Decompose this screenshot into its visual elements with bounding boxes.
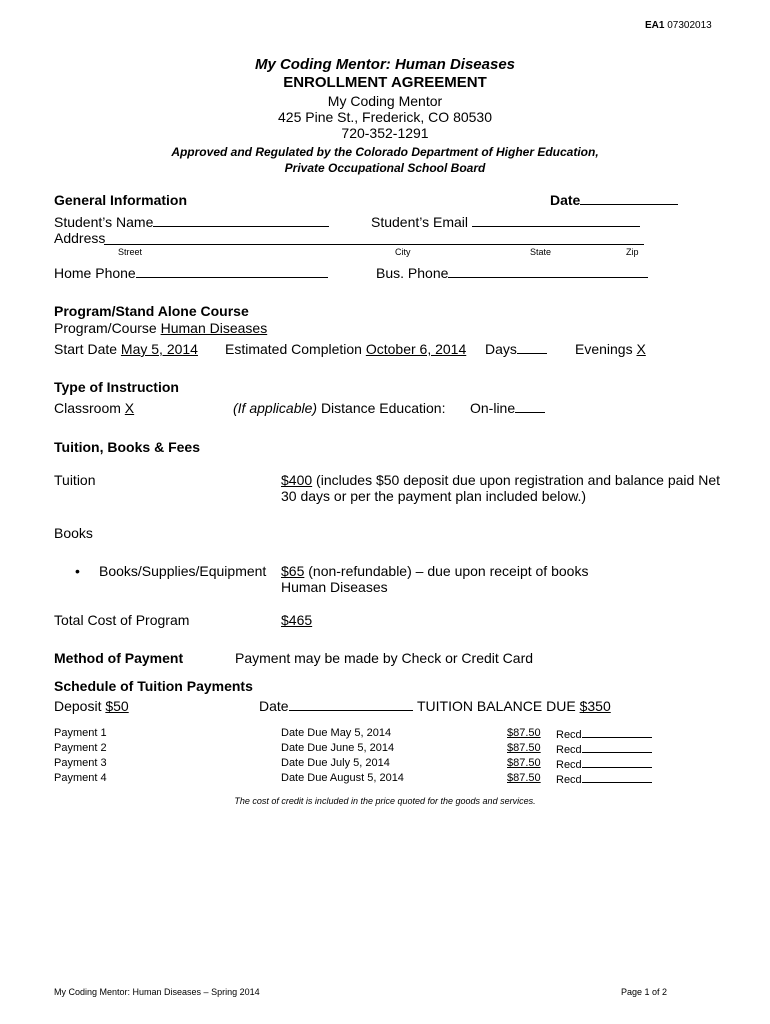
schedule-date-blank[interactable] xyxy=(289,698,413,711)
student-name-field[interactable] xyxy=(54,214,329,230)
bus-phone-blank[interactable] xyxy=(448,265,648,278)
payment-recd-blank[interactable] xyxy=(582,757,652,768)
classroom-value: X xyxy=(124,400,135,416)
tuition-amount: $400 xyxy=(281,472,313,488)
program-course-row xyxy=(54,320,267,336)
bus-phone-label: Bus. Phone xyxy=(376,265,449,281)
start-date-label: Start Date xyxy=(54,341,118,357)
address-line[interactable] xyxy=(104,244,644,245)
supplies-amount: $65 xyxy=(281,563,305,579)
payment-recd-field[interactable] xyxy=(556,757,652,771)
street-caption: Street xyxy=(118,247,143,257)
payment-recd-blank[interactable] xyxy=(582,742,652,753)
payment-due: Date Due June 5, 2014 xyxy=(281,742,395,754)
form-code-id: EA1 xyxy=(645,20,665,31)
payment-recd-label: Recd xyxy=(556,729,582,741)
evenings-value: X xyxy=(636,341,646,357)
home-phone-blank[interactable] xyxy=(136,265,328,278)
general-info-heading: General Information xyxy=(54,192,188,208)
payment-recd-label: Recd xyxy=(556,774,582,786)
program-course-label: Program/Course xyxy=(54,320,157,336)
days-field[interactable] xyxy=(485,341,547,357)
payment-recd-field[interactable] xyxy=(556,772,652,786)
distance-education-row xyxy=(233,400,445,416)
payment-recd-field[interactable] xyxy=(556,727,652,741)
program-heading: Program/Stand Alone Course xyxy=(54,303,249,319)
org-phone: 720-352-1291 xyxy=(341,125,429,141)
payment-amount: $87.50 xyxy=(507,772,541,784)
org-name: My Coding Mentor xyxy=(327,93,443,109)
date-blank[interactable] xyxy=(580,192,678,205)
student-email-label: Student’s Email xyxy=(371,214,469,230)
approval-line-1: Approved and Regulated by the Colorado Department of Higher Education, xyxy=(171,145,599,159)
document-title: My Coding Mentor: Human Diseases xyxy=(254,56,516,73)
schedule-date-field[interactable] xyxy=(259,698,413,714)
days-label: Days xyxy=(485,341,517,357)
payment-amount: $87.50 xyxy=(507,727,541,739)
supplies-desc: (non-refundable) – due upon receipt of books xyxy=(308,563,589,579)
balance-row xyxy=(417,698,611,714)
instruction-heading: Type of Instruction xyxy=(54,379,179,395)
deposit-label: Deposit xyxy=(54,698,102,714)
total-label: Total Cost of Program xyxy=(54,612,190,628)
payment-recd-blank[interactable] xyxy=(582,772,652,783)
payment-recd-field[interactable] xyxy=(556,742,652,756)
date-label: Date xyxy=(550,192,581,208)
date-field[interactable] xyxy=(550,192,678,208)
distance-education-label: Distance Education: xyxy=(320,400,446,416)
payment-due: Date Due July 5, 2014 xyxy=(281,757,390,769)
payment-recd-label: Recd xyxy=(556,744,582,756)
evenings-field xyxy=(575,341,646,357)
total-amount: $465 xyxy=(281,612,313,628)
form-code-number: 07302013 xyxy=(667,20,712,31)
balance-label: TUITION BALANCE DUE xyxy=(417,698,576,714)
credit-note: The cost of credit is included in the price quoted for the goods and services. xyxy=(234,796,536,806)
payment-label: Payment 3 xyxy=(54,757,107,769)
approval-line-2: Private Occupational School Board xyxy=(284,161,486,175)
payment-recd-label: Recd xyxy=(556,759,582,771)
bullet-icon: • xyxy=(75,563,80,579)
payment-label: Payment 2 xyxy=(54,742,107,754)
tuition-desc-2: 30 days or per the payment plan included below.) xyxy=(281,488,587,504)
schedule-heading: Schedule of Tuition Payments xyxy=(54,678,253,694)
student-name-label: Student’s Name xyxy=(54,214,154,230)
payment-label: Payment 1 xyxy=(54,727,107,739)
supplies-course: Human Diseases xyxy=(281,579,388,595)
payment-method-heading: Method of Payment xyxy=(54,650,184,666)
org-address: 425 Pine St., Frederick, CO 80530 xyxy=(278,109,492,125)
bus-phone-field[interactable] xyxy=(376,265,648,281)
student-email-blank[interactable] xyxy=(472,214,640,227)
evenings-label: Evenings xyxy=(575,341,633,357)
applicable-note: (If applicable) xyxy=(233,400,318,416)
form-code xyxy=(645,20,712,31)
completion-label: Estimated Completion xyxy=(225,341,362,357)
payment-due: Date Due May 5, 2014 xyxy=(281,727,392,739)
tuition-desc-1: (includes $50 deposit due upon registration and balance paid Net xyxy=(316,472,720,488)
books-label: Books xyxy=(54,525,93,541)
student-email-field[interactable] xyxy=(371,214,640,230)
tuition-line-1 xyxy=(281,472,720,488)
online-field[interactable] xyxy=(470,400,545,416)
program-course-value: Human Diseases xyxy=(160,320,268,336)
payment-amount: $87.50 xyxy=(507,757,541,769)
tuition-label: Tuition xyxy=(54,472,96,488)
student-name-blank[interactable] xyxy=(153,214,329,227)
balance-amount: $350 xyxy=(579,698,611,714)
payment-label: Payment 4 xyxy=(54,772,107,784)
state-caption: State xyxy=(530,247,552,257)
online-label: On-line xyxy=(470,400,516,416)
schedule-date-label: Date xyxy=(259,698,289,714)
zip-caption: Zip xyxy=(626,247,639,257)
document-subtitle: ENROLLMENT AGREEMENT xyxy=(283,74,487,91)
address-label: Address xyxy=(54,230,106,246)
deposit-amount: $50 xyxy=(105,698,129,714)
start-date-value: May 5, 2014 xyxy=(120,341,198,357)
completion-row xyxy=(225,341,466,357)
supplies-line xyxy=(281,563,588,579)
supplies-label: Books/Supplies/Equipment xyxy=(99,563,267,579)
payment-recd-blank[interactable] xyxy=(582,727,652,738)
classroom-field xyxy=(54,400,134,416)
deposit-row xyxy=(54,698,129,714)
days-blank[interactable] xyxy=(517,341,547,354)
start-date-row xyxy=(54,341,198,357)
completion-value: October 6, 2014 xyxy=(365,341,467,357)
payment-amount: $87.50 xyxy=(507,742,541,754)
home-phone-field[interactable] xyxy=(54,265,328,281)
fees-heading: Tuition, Books & Fees xyxy=(54,439,200,455)
home-phone-label: Home Phone xyxy=(54,265,136,281)
payment-due: Date Due August 5, 2014 xyxy=(281,772,404,784)
payment-method-text: Payment may be made by Check or Credit Card xyxy=(235,650,534,666)
city-caption: City xyxy=(395,247,411,257)
footer-left: My Coding Mentor: Human Diseases – Spring 2014 xyxy=(54,987,260,997)
classroom-label: Classroom xyxy=(54,400,121,416)
online-blank[interactable] xyxy=(515,400,545,413)
page-number: Page 1 of 2 xyxy=(621,987,668,997)
